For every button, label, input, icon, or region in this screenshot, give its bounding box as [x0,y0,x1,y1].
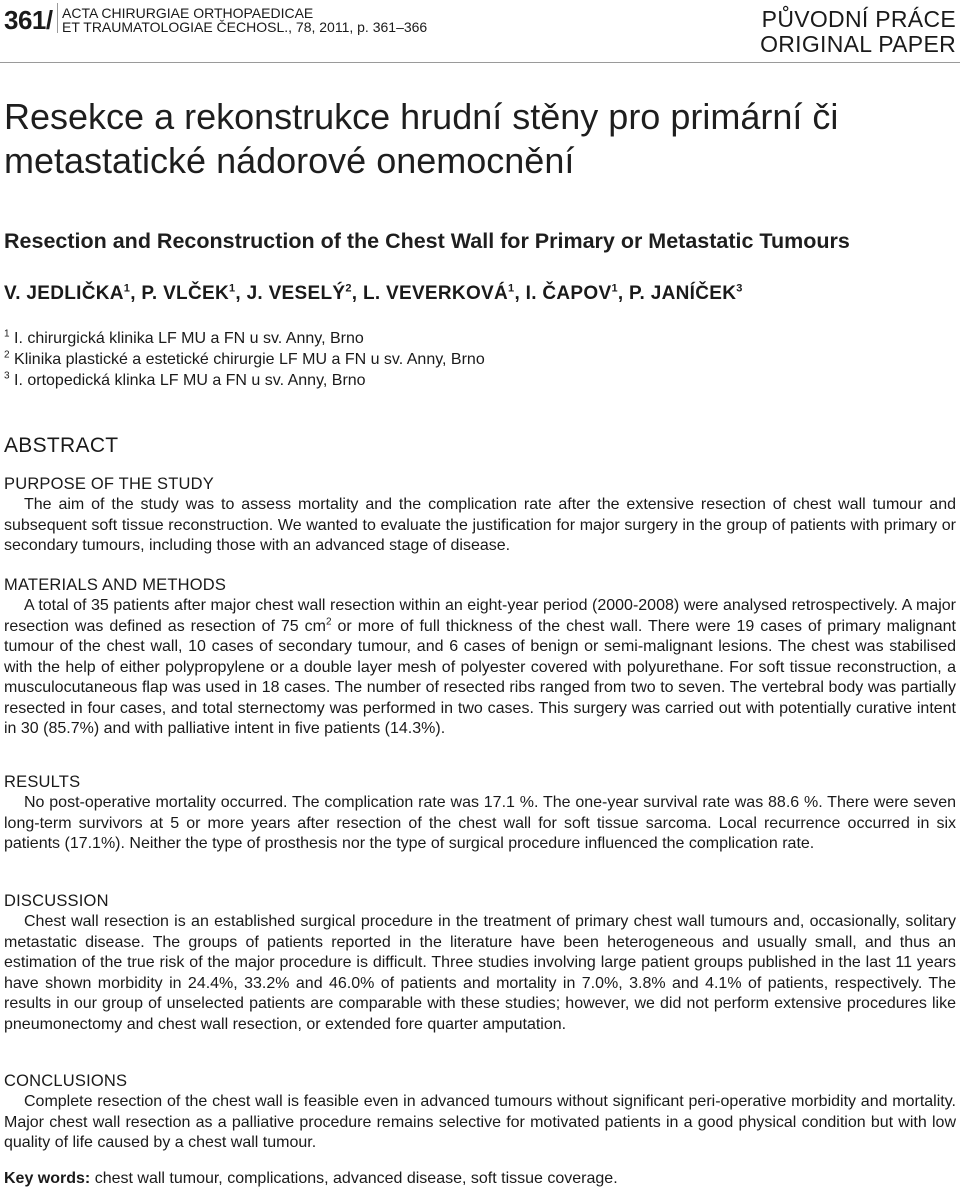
header-divider [57,3,58,33]
abstract-heading: ABSTRACT [4,434,119,457]
author: P. JANÍČEK [629,283,737,304]
affiliation-number: 3 [4,370,10,382]
section-heading: PURPOSE OF THE STUDY [4,475,214,493]
section-heading: MATERIALS AND METHODS [4,576,227,594]
section-purpose [4,474,956,557]
section-conclusions [4,1071,956,1154]
author-affiliation-mark: 1 [611,282,618,295]
affiliation [4,370,485,391]
affiliation [4,349,485,370]
journal-header [0,0,960,62]
section-text [4,596,956,740]
author: I. ČAPOV [525,283,612,304]
keywords-text: chest wall tumour, complications, advanced disease, soft tissue coverage. [90,1170,618,1187]
author: P. VLČEK [141,283,229,304]
section-text: The aim of the study was to assess mortality and the complication rate after the extensive resection of chest wall tumour and subsequent soft tissue reconstruction. We wanted to evaluate the justification for major surgery in the group of patients with primary or secondary tumours, including those with an advanced stage of disease. [4,496,956,554]
affiliation-text: I. ortopedická klinka LF MU a FN u sv. Anny, Brno [14,372,366,389]
title-czech: Resekce a rekonstrukce hrudní stěny pro primární či metastatické nádorové onemocnění [4,96,839,181]
keywords-label: Key words: [4,1170,91,1187]
affiliation-number: 2 [4,349,10,361]
section-discussion [4,891,956,1035]
section-methods [4,575,956,740]
keywords [4,1170,618,1188]
journal-line-1: ACTA CHIRURGIAE ORTHOPAEDICAE [62,5,314,21]
affiliation-number: 1 [4,328,10,340]
article-type-en: ORIGINAL PAPER [760,31,956,57]
section-text: No post-operative mortality occurred. The complication rate was 17.1 %. The one-year survival rate was 88.6 %. There were seven long-term survivors at 5 or more years after resection of the chest wall for soft tissue sarcoma. Local recurrence occurred in six patients (17.1%). Neither the type of prosthesis nor the type of surgical procedure influenced the complication rate. [4,794,956,852]
author-affiliation-mark: 3 [736,282,743,295]
author: L. VEVERKOVÁ [362,283,509,304]
section-heading: DISCUSSION [4,892,109,910]
journal-name [62,6,427,34]
header-rule [0,62,960,63]
article-type-cz: PŮVODNÍ PRÁCE [761,6,956,32]
affiliation [4,328,485,349]
section-results [4,772,956,855]
section-text-part: or more of full thickness of the chest wall. There were 19 cases of primary malignant tumour of the chest wall, 10 cases of secondary tumour, and 6 cases of benign or semi-malignant lesions. The chest was stabilised with the help of either polypropylene or a double layer mesh of polyester covered with polyurethane. For soft tissue reconstruction, a musculocutaneous flap was used in 18 cases. The number of resected ribs ranged from two to seven. The vertebral body was partially resected in four cases, and total sternectomy was performed in two cases. This surgery was carried out with potentially curative intent in 30 (85.7%) and with palliative intent in five patients (14.3%). [4,617,956,737]
author-affiliation-mark: 1 [123,282,131,295]
author-affiliation-mark: 1 [508,282,515,295]
section-text: Chest wall resection is an established surgical procedure in the treatment of primary chest wall tumours and, occasionally, solitary metastatic disease. The groups of patients reported in the literature have been heterogeneous and usually small, and thus an estimation of the true risk of the major procedure is difficult. Three studies involving large patient groups published in the last 11 years have shown morbidity in 24.4%, 33.2% and 46.0% of patients and mortality in 7.0%, 3.8% and 4.1% of patients, respectively. The results in our group of unselected patients are comparable with these studies; however, we did not perform extensive procedures like pneumonectomy and chest wall resection, or extended fore quarter amputation. [4,913,956,1033]
superscript: 2 [325,616,332,628]
title-english: Resection and Reconstruction of the Chest Wall for Primary or Metastatic Tumours [4,229,850,253]
section-text: Complete resection of the chest wall is feasible even in advanced tumours without significant peri-operative morbidity and mortality. Major chest wall resection as a palliative procedure remains selective for motivated patients in a good physical condition but with low quality of life caused by a chest wall tumour. [4,1093,956,1151]
affiliations [4,328,485,391]
affiliation-text: Klinika plastické a estetické chirurgie LF MU a FN u sv. Anny, Brno [14,351,485,368]
article-type [760,7,956,57]
section-heading: CONCLUSIONS [4,1072,128,1090]
author: J. VESELÝ [246,283,346,304]
author: V. JEDLIČKA [4,283,124,304]
author-list: V. JEDLIČKA$^1$, P. VLČEK$^1$, J. VESELÝ$^2$, L. VEVERKOVÁ$^1$, I. ČAPOV$^1$, P. JANÍČEK$^3$ [4,282,743,304]
affiliation-text: I. chirurgická klinika LF MU a FN u sv. Anny, Brno [14,330,364,347]
author-affiliation-mark: 2 [345,282,352,295]
section-heading: RESULTS [4,773,81,791]
section-text-part: A total of 35 patients after major chest wall resection within an eight-year period (2000-2008) were analysed retrospectively. A major resection was defined as resection of 75 cm [4,597,956,635]
page-number: 361/ [4,5,53,35]
journal-line-2: ET TRAUMATOLOGIAE ČECHOSL., 78, 2011, p. 361–366 [62,19,428,35]
author-affiliation-mark: 1 [228,282,236,295]
